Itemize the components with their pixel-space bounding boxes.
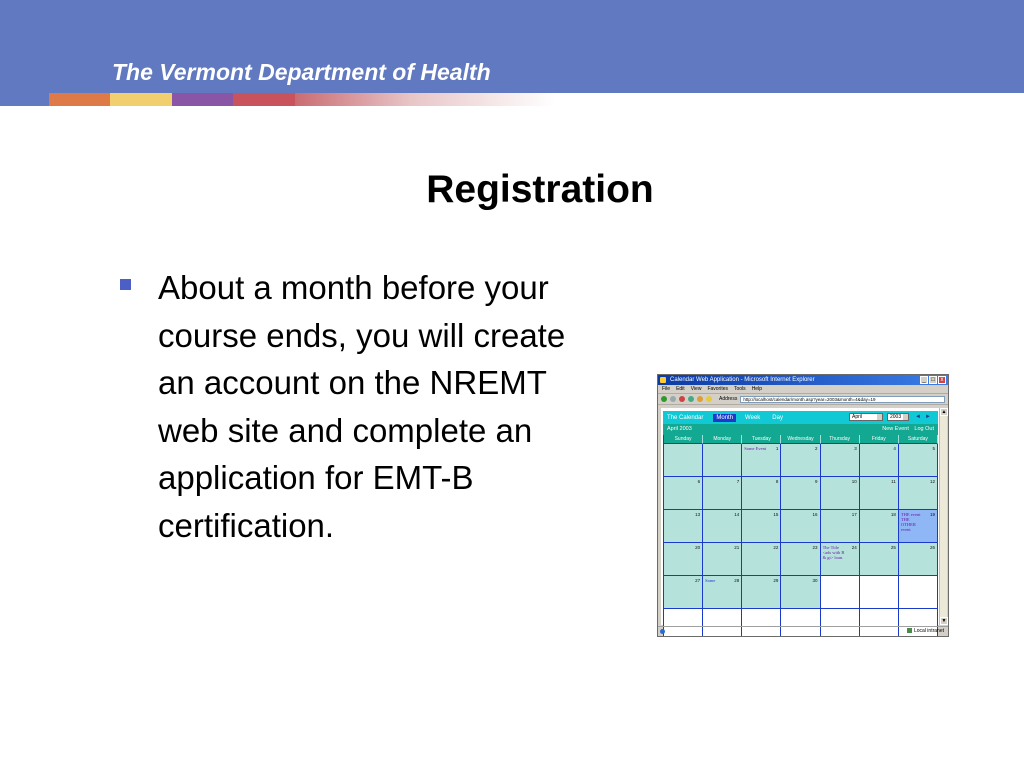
strip-fade (295, 93, 555, 106)
calendar-day-cell[interactable] (899, 543, 938, 576)
bullet-line: certification. (158, 506, 335, 544)
day-number: 18 (890, 512, 896, 517)
browser-window-screenshot (657, 374, 949, 637)
chevron-down-icon (903, 414, 908, 420)
calendar-day-cell[interactable] (821, 477, 860, 510)
calendar-day-cell[interactable] (781, 576, 820, 609)
calendar-day-cell[interactable] (664, 543, 703, 576)
menu-edit[interactable]: Edit (676, 386, 685, 392)
stop-icon[interactable] (679, 396, 685, 402)
close-icon[interactable]: x (938, 376, 946, 384)
day-number: 26 (929, 545, 935, 550)
calendar-day-cell[interactable] (742, 444, 781, 477)
calendar-day-cell[interactable] (703, 543, 742, 576)
security-zone-label: Local intranet (913, 628, 944, 634)
tab-day[interactable]: Day (772, 414, 783, 421)
calendar-grid (663, 435, 938, 637)
bullet-line: About a month before your (158, 269, 549, 306)
year-select[interactable] (887, 413, 909, 421)
new-event-link[interactable]: New Event (882, 426, 909, 432)
menu-favorites[interactable]: Favorites (707, 386, 728, 392)
home-icon[interactable] (697, 396, 703, 402)
browser-titlebar (658, 375, 948, 385)
day-number: 16 (812, 512, 818, 517)
day-number: 6 (697, 479, 701, 484)
bullet-line: application for EMT-B (158, 459, 474, 496)
current-month-label: April 2003 (667, 426, 692, 432)
weekday-header: Tuesday (742, 435, 781, 444)
calendar-nav-bar (663, 411, 938, 424)
address-label: Address (719, 396, 738, 402)
day-number: 2 (815, 446, 818, 451)
menu-file[interactable]: File (662, 386, 671, 392)
calendar-day-cell[interactable] (860, 444, 899, 477)
calendar-day-cell[interactable] (781, 444, 820, 477)
day-number: 8 (775, 479, 779, 484)
weekday-header: Thursday (821, 435, 860, 444)
day-number: 29 (773, 578, 779, 583)
calendar-day-cell[interactable] (860, 510, 899, 543)
scroll-down-icon[interactable]: ▼ (941, 618, 947, 624)
bullet-text (158, 264, 678, 549)
day-number: 14 (734, 512, 740, 517)
calendar-day-cell[interactable] (703, 510, 742, 543)
calendar-day-cell[interactable] (860, 543, 899, 576)
calendar-day-cell[interactable] (860, 477, 899, 510)
calendar-event-link[interactable]: THE event THE OTHER event (900, 512, 921, 532)
weekday-header: Friday (860, 435, 899, 444)
day-number: 22 (773, 545, 779, 550)
year-select-value: 2003 (890, 414, 902, 420)
calendar-day-cell[interactable] (860, 576, 899, 609)
calendar-event-link[interactable]: Some Event (744, 446, 767, 451)
calendar-day-cell[interactable] (899, 510, 938, 543)
day-number: 17 (851, 512, 857, 517)
day-number: 9 (815, 479, 818, 484)
calendar-day-cell[interactable] (821, 576, 860, 609)
calendar-day-cell[interactable] (899, 477, 938, 510)
month-select-value: April (852, 414, 863, 420)
calendar-app-title: The Calendar (667, 414, 704, 421)
strip-segment (0, 93, 49, 106)
day-number: 13 (695, 512, 701, 517)
browser-page (661, 408, 940, 625)
day-number: 3 (854, 446, 857, 451)
calendar-day-cell[interactable] (899, 444, 938, 477)
day-number: 21 (734, 545, 740, 550)
calendar-day-cell[interactable] (821, 510, 860, 543)
maximize-icon[interactable]: □ (929, 376, 937, 384)
day-number: 12 (929, 479, 935, 484)
day-number: 7 (736, 479, 740, 484)
tab-week[interactable]: Week (745, 414, 761, 421)
calendar-day-cell[interactable] (742, 543, 781, 576)
calendar-actions (882, 424, 934, 435)
weekday-header: Saturday (899, 435, 938, 444)
day-number: 27 (695, 578, 701, 583)
weekday-header: Monday (703, 435, 742, 444)
security-zone (907, 627, 944, 636)
bullet-square-icon (120, 279, 131, 290)
day-number: 28 (734, 578, 740, 583)
day-number: 25 (890, 545, 896, 550)
day-number: 30 (812, 578, 818, 583)
day-number: 20 (695, 545, 701, 550)
calendar-subheader (663, 424, 938, 435)
window-buttons (920, 376, 946, 384)
browser-statusbar (658, 626, 948, 636)
minimize-icon[interactable]: _ (920, 376, 928, 384)
day-number: 15 (773, 512, 779, 517)
day-number: 1 (775, 446, 779, 451)
menu-help[interactable]: Help (751, 386, 762, 392)
calendar-day-cell[interactable] (664, 576, 703, 609)
calendar-day-cell[interactable] (742, 576, 781, 609)
day-number: 10 (851, 479, 857, 484)
bullet-line: course ends, you will create (158, 316, 566, 354)
browser-menubar (658, 385, 948, 394)
tab-month[interactable]: Month (713, 414, 736, 422)
day-number: 23 (812, 545, 818, 550)
address-bar[interactable]: http://localhost/calendar/month.asp?year=2003&month=4&day=19 (740, 396, 945, 403)
slide-title: Registration (426, 168, 654, 211)
calendar-day-cell[interactable] (703, 477, 742, 510)
calendar-day-cell[interactable] (781, 543, 820, 576)
month-select[interactable] (849, 413, 883, 421)
calendar-day-cell[interactable] (742, 477, 781, 510)
organization-title: The Vermont Department of Health (112, 59, 491, 85)
calendar-day-cell[interactable] (899, 576, 938, 609)
calendar-day-cell[interactable] (664, 444, 703, 477)
day-number: 24 (851, 545, 857, 550)
strip-segment (172, 93, 233, 106)
strip-segment (233, 93, 295, 106)
back-icon[interactable] (661, 396, 667, 402)
menu-view[interactable]: View (690, 386, 702, 392)
calendar-day-cell[interactable] (742, 510, 781, 543)
calendar-day-cell[interactable] (821, 543, 860, 576)
weekday-header: Sunday (664, 435, 703, 444)
next-month-icon[interactable]: ► (925, 414, 931, 420)
slide-header-band (0, 0, 1024, 93)
refresh-icon[interactable] (688, 396, 694, 402)
weekday-header: Wednesday (781, 435, 820, 444)
calendar-app (663, 411, 938, 622)
calendar-day-cell[interactable] (703, 576, 742, 609)
strip-segment (49, 93, 110, 106)
day-number: 19 (929, 512, 935, 517)
scroll-up-icon[interactable]: ▲ (941, 409, 947, 415)
logout-link[interactable]: Log Out (914, 426, 934, 432)
browser-toolbar (658, 394, 948, 405)
day-number: 5 (932, 446, 935, 451)
forward-icon[interactable] (670, 396, 676, 402)
browser-window-title: Calendar Web Application - Microsoft Internet Explorer (670, 377, 815, 383)
page-status-icon (660, 629, 665, 634)
favorites-star-icon[interactable] (706, 396, 712, 402)
calendar-day-cell[interactable] (781, 477, 820, 510)
calendar-event-link[interactable]: The Title <ads with B & gt> loan. (822, 545, 845, 560)
day-number: 4 (893, 446, 896, 451)
calendar-event-link[interactable]: Some (705, 578, 716, 583)
bullet-line: an account on the NREMT (158, 364, 547, 401)
day-number: 11 (891, 479, 896, 484)
prev-month-icon[interactable]: ◄ (915, 414, 921, 420)
intranet-icon (907, 628, 912, 633)
chevron-down-icon (877, 414, 882, 420)
calendar-day-cell[interactable] (664, 510, 703, 543)
bullet-line: web site and complete an (158, 411, 533, 449)
strip-segment (110, 93, 172, 106)
calendar-day-cell[interactable] (821, 444, 860, 477)
vertical-scrollbar[interactable] (939, 408, 947, 625)
calendar-day-cell[interactable] (703, 444, 742, 477)
ie-app-icon (660, 377, 666, 383)
menu-tools[interactable]: Tools (734, 386, 746, 392)
calendar-day-cell[interactable] (664, 477, 703, 510)
calendar-day-cell[interactable] (781, 510, 820, 543)
